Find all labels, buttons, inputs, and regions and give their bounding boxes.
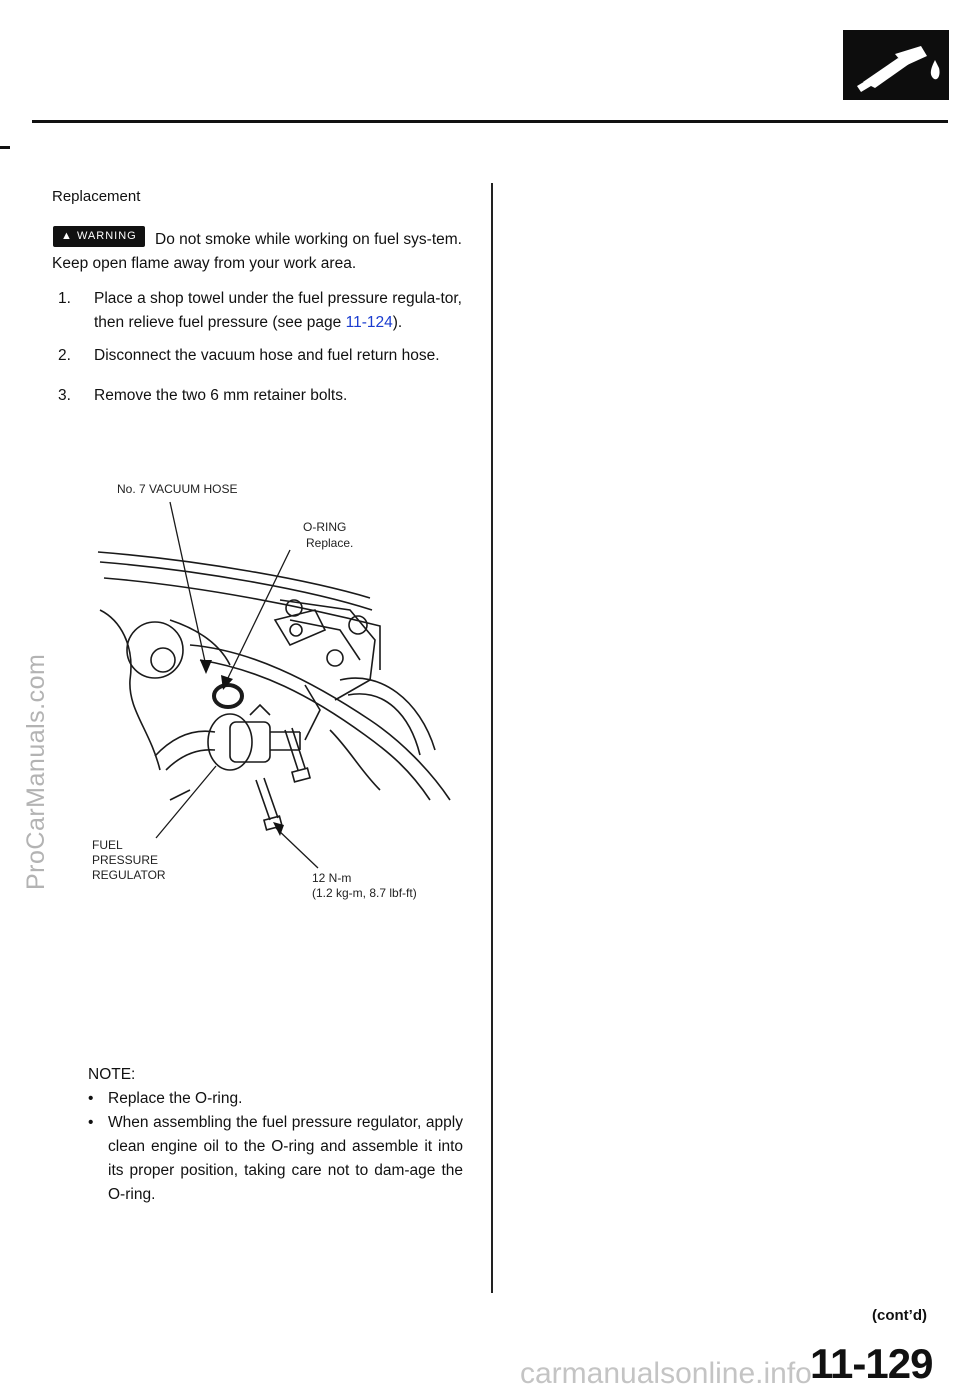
fuel-nozzle-icon	[843, 30, 949, 100]
note-bullet-text: Replace the O-ring.	[108, 1090, 243, 1107]
column-divider	[491, 183, 493, 1293]
step-number: 1.	[58, 290, 71, 307]
vacuum-hose-label: No. 7 VACUUM HOSE	[117, 482, 238, 496]
warning-text: Do not smoke while working on fuel sys-tem. Keep open flame away from your work area.	[52, 231, 462, 272]
bullet-dot: •	[88, 1090, 94, 1107]
step-number: 2.	[58, 347, 71, 364]
note-bullet-text: When assembling the fuel pressure regulator, apply clean engine oil to the O-ring and assemble it into its proper position, taking care not to dam-age the O-ring.	[108, 1114, 463, 1203]
step-2	[58, 344, 462, 368]
warning-badge-label: WARNING	[76, 230, 137, 242]
note-bullet	[88, 1087, 463, 1111]
oring-label: O-RING	[303, 520, 347, 534]
note-bullet	[88, 1111, 463, 1207]
step-1	[58, 287, 462, 335]
bullet-dot: •	[88, 1114, 94, 1131]
torque-label: 12 N-m	[312, 871, 352, 885]
regulator-diagram	[80, 470, 480, 910]
bottom-watermark: carmanualsonline.info	[520, 1357, 812, 1390]
regulator-label-line3: REGULATOR	[92, 868, 166, 882]
step-text-end: ).	[392, 314, 403, 331]
oring-note-label: Replace.	[306, 536, 354, 550]
regulator-label-line2: PRESSURE	[92, 853, 159, 867]
step-number: 3.	[58, 387, 71, 404]
warning-badge	[53, 226, 145, 247]
step-text: Remove the two 6 mm retainer bolts.	[94, 387, 348, 404]
side-watermark: ProCarManuals.com	[22, 653, 50, 890]
step-text: Disconnect the vacuum hose and fuel return hose.	[94, 347, 440, 364]
page-link[interactable]: 11-124	[345, 314, 393, 331]
note-block	[88, 1063, 463, 1207]
header-rule	[32, 120, 948, 123]
continued-label: (cont’d)	[872, 1307, 927, 1324]
page-number: 11-129	[810, 1340, 933, 1387]
note-heading: NOTE:	[88, 1066, 136, 1083]
regulator-label-line1: FUEL	[92, 838, 123, 852]
step-3	[58, 384, 462, 408]
step-text: Place a shop towel under the fuel pressure regula-tor, then relieve fuel pressure (see page	[94, 290, 462, 331]
torque-alt-label: (1.2 kg-m, 8.7 lbf-ft)	[312, 886, 417, 900]
margin-tick	[0, 146, 10, 149]
section-title: Replacement	[52, 188, 141, 205]
warning-triangle-icon: ▲	[61, 230, 73, 242]
